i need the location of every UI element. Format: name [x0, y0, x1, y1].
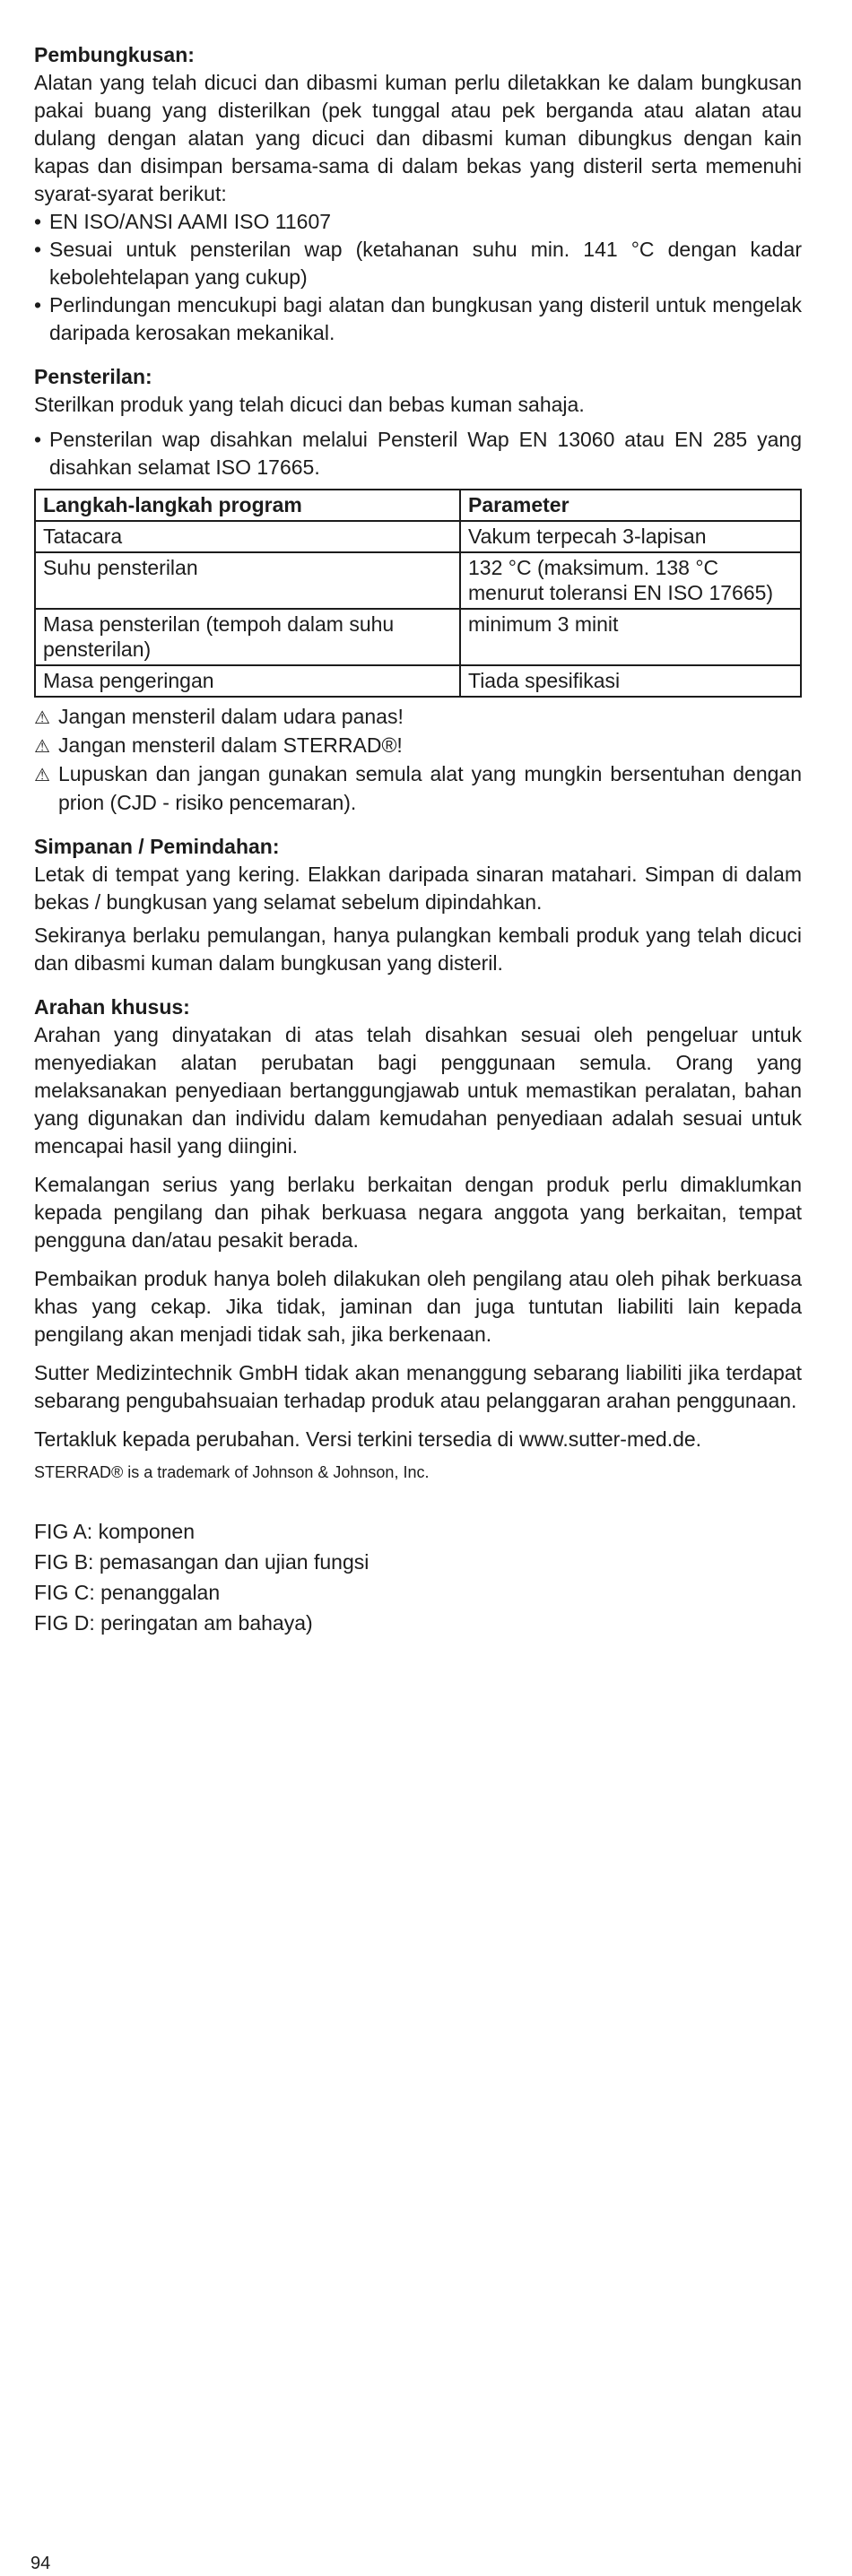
table-header-row: [35, 490, 801, 521]
figure-caption: FIG D: peringatan am bahaya): [34, 1611, 313, 1635]
table-row: [35, 609, 801, 665]
table-cell: Suhu pensterilan: [35, 552, 460, 609]
special-paragraph: Tertakluk kepada perubahan. Versi terkini tersedia di www.sutter-med.de.: [34, 1427, 702, 1451]
table-cell: Masa pengeringan: [35, 665, 460, 697]
special-paragraph: Arahan yang dinyatakan di atas telah disahkan sesuai oleh pengeluar untuk menyediakan alatan perubatan bagi penggunaan semula. Orang yang melaksanakan penyediaan bertanggungjawab untuk memastikan peralatan, bahan yang digunakan dan individu dalam kemudahan penyediaan adalah sesuai untuk mencapai hasil yang diingini.: [34, 1023, 802, 1158]
storage-paragraph: Letak di tempat yang kering. Elakkan daripada sinaran matahari. Simpan di dalam bekas / bungkusan yang selamat sebelum dipindahkan.: [34, 863, 802, 914]
table-cell: Masa pensterilan (tempoh dalam suhu pensterilan): [35, 609, 460, 665]
special-paragraph: Pembaikan produk hanya boleh dilakukan oleh pengilang atau oleh pihak berkuasa khas yang cekap. Jika tidak, jaminan dan juga tuntutan liabiliti lain kepada pengilang akan menjadi tidak sah, jika berkenaan.: [34, 1267, 802, 1346]
table-cell: minimum 3 minit: [460, 609, 801, 665]
special-instructions-heading: Arahan khusus:: [34, 995, 190, 1019]
table-row: [35, 552, 801, 609]
page-number: 94: [30, 2554, 51, 2573]
table-header-cell: Langkah-langkah program: [35, 490, 460, 521]
list-item: • EN ISO/ANSI AAMI ISO 11607: [34, 208, 802, 236]
sterilization-heading: Pensterilan:: [34, 365, 152, 388]
special-paragraph: Sutter Medizintechnik GmbH tidak akan menanggung sebarang liabiliti jika terdapat sebarang pengubahsuaian terhadap produk atau pelanggaran arahan penggunaan.: [34, 1361, 802, 1412]
warning-text: Jangan mensteril dalam STERRAD®!: [58, 733, 403, 757]
list-item: • Perlindungan mencukupi bagi alatan dan bungkusan yang disteril untuk mengelak daripada kerosakan mekanikal.: [34, 291, 802, 347]
list-item: • Sesuai untuk pensterilan wap (ketahanan suhu min. 141 °C dengan kadar kebolehtelapan yang cukup): [34, 236, 802, 291]
packaging-intro: Alatan yang telah dicuci dan dibasmi kuman perlu diletakkan ke dalam bungkusan pakai buang yang disterilkan (pek tunggal atau pek berganda atau alatan atau dulang dengan alatan yang dicuci dan dibasmi kuman dibungkus dengan kain kapas dan disimpan bersama-sama di dalam bekas yang disteril serta memenuhi syarat-syarat berikut:: [34, 71, 802, 205]
list-item: • Pensterilan wap disahkan melalui Pensteril Wap EN 13060 atau EN 285 yang disahkan selamat ISO 17665.: [34, 426, 802, 481]
figure-caption: FIG B: pemasangan dan ujian fungsi: [34, 1550, 369, 1574]
warning-triangle-icon: ⚠: [34, 764, 50, 785]
table-row: [35, 665, 801, 697]
table-header-cell: Parameter: [460, 490, 801, 521]
warning-text: Jangan mensteril dalam udara panas!: [58, 705, 404, 728]
warning-text: Lupuskan dan jangan gunakan semula alat yang mungkin bersentuhan dengan prion (CJD - risiko pencemaran).: [58, 762, 802, 814]
sterilization-parameter-table: [34, 489, 802, 698]
sterilization-intro: Sterilkan produk yang telah dicuci dan bebas kuman sahaja.: [34, 393, 585, 416]
table-cell: Tatacara: [35, 521, 460, 552]
figure-caption: FIG C: penanggalan: [34, 1581, 221, 1604]
warning-item: [34, 760, 802, 817]
special-paragraph: Kemalangan serius yang berlaku berkaitan dengan produk perlu dimaklumkan kepada pengilang dan pihak berkuasa negara anggota yang berkaitan, tempat pengguna dan/atau pesakit berada.: [34, 1173, 802, 1252]
packaging-requirements-list: [34, 208, 802, 347]
document-page: [34, 41, 802, 1638]
table-row: [35, 521, 801, 552]
table-cell: 132 °C (maksimum. 138 °C menurut toleransi EN ISO 17665): [460, 552, 801, 609]
table-cell: Tiada spesifikasi: [460, 665, 801, 697]
figure-caption: FIG A: komponen: [34, 1520, 195, 1543]
packaging-heading: Pembungkusan:: [34, 43, 195, 66]
sterilization-warnings: [34, 703, 802, 817]
warning-triangle-icon: ⚠: [34, 707, 50, 728]
warning-item: [34, 703, 802, 732]
sterilization-list: [34, 426, 802, 481]
warning-item: [34, 732, 802, 760]
trademark-note: STERRAD® is a trademark of Johnson & Johnson, Inc.: [34, 1463, 430, 1481]
storage-paragraph: Sekiranya berlaku pemulangan, hanya pulangkan kembali produk yang telah dicuci dan dibasmi kuman dalam bungkusan yang disteril.: [34, 924, 802, 975]
table-cell: Vakum terpecah 3-lapisan: [460, 521, 801, 552]
warning-triangle-icon: ⚠: [34, 735, 50, 757]
storage-heading: Simpanan / Pemindahan:: [34, 835, 280, 858]
